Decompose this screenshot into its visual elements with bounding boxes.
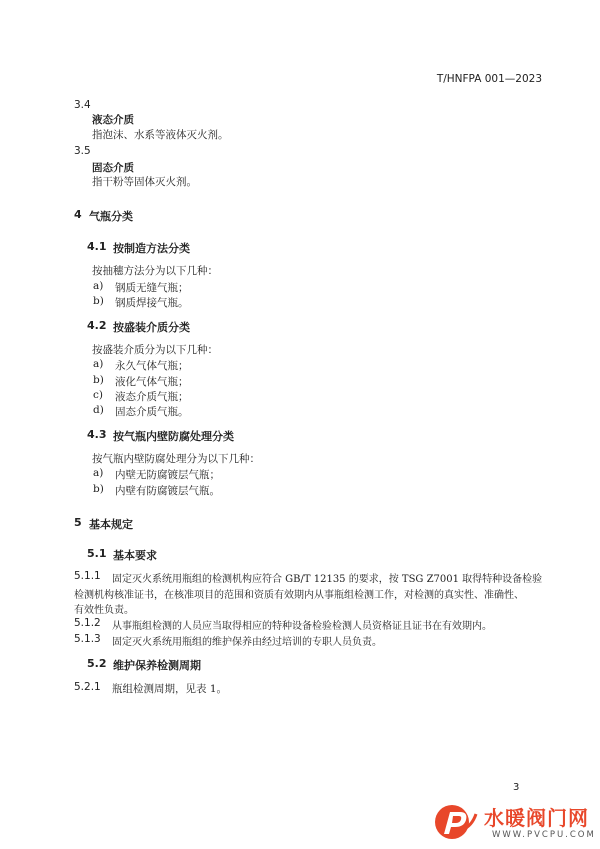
section-number-5: 5 <box>74 516 82 529</box>
paragraph-5-2-1: 瓶组检测周期，见表 1。 <box>112 683 228 695</box>
watermark-logo-icon <box>432 800 480 844</box>
subsection-title-4-1: 按制造方法分类 <box>113 242 190 255</box>
list-marker: b) <box>93 483 104 495</box>
subsection-number-4-1: 4.1 <box>87 240 107 253</box>
clause-number-3-4: 3.4 <box>74 99 91 111</box>
list-item: 内壁无防腐镀层气瓶； <box>115 469 220 481</box>
list-item: 液化气体气瓶； <box>115 376 189 388</box>
intro-4-1: 按抽穗方法分为以下几种： <box>92 265 218 277</box>
clause-number-5-1-2: 5.1.2 <box>74 617 101 629</box>
list-item: 固态介质气瓶。 <box>115 406 189 418</box>
paragraph-5-1-2: 从事瓶组检测的人员应当取得相应的特种设备检验检测人员资格证且证书在有效期内。 <box>112 621 492 632</box>
list-item: 内壁有防腐镀层气瓶。 <box>115 485 220 497</box>
subsection-title-5-1: 基本要求 <box>113 549 157 562</box>
paragraph-5-1-3: 固定灭火系统用瓶组的维护保养由经过培训的专职人员负责。 <box>112 637 382 648</box>
page-number: 3 <box>513 782 520 793</box>
section-title-5: 基本规定 <box>89 518 133 531</box>
list-marker: b) <box>93 295 104 307</box>
subsection-title-4-2: 按盛装介质分类 <box>113 321 190 334</box>
list-marker: c) <box>93 389 103 401</box>
list-item: 钢质焊接气瓶。 <box>115 297 189 309</box>
paragraph-5-1-1-line-3: 有效性负责。 <box>74 605 134 616</box>
clause-number-5-2-1: 5.2.1 <box>74 681 101 693</box>
section-title-4: 气瓶分类 <box>89 210 133 223</box>
definition-solid-medium: 指干粉等固体灭火剂。 <box>92 176 197 188</box>
subsection-number-5-2: 5.2 <box>87 657 107 670</box>
list-marker: a) <box>93 358 104 370</box>
definition-liquid-medium: 指泡沫、水系等液体灭火剂。 <box>92 129 229 141</box>
term-liquid-medium: 液态介质 <box>92 114 134 126</box>
clause-number-5-1-3: 5.1.3 <box>74 633 101 645</box>
intro-4-3: 按气瓶内壁防腐处理分为以下几种： <box>92 453 260 465</box>
subsection-title-5-2: 维护保养检测周期 <box>113 659 201 672</box>
subsection-number-5-1: 5.1 <box>87 547 107 560</box>
list-marker: b) <box>93 374 104 386</box>
watermark-url: WWW.PVCPU.COM <box>492 830 596 840</box>
paragraph-5-1-1-line-1: 固定灭火系统用瓶组的检测机构应符合 GB/T 12135 的要求，按 TSG Z7001 取得特种设备检验 <box>112 574 543 585</box>
list-marker: a) <box>93 280 104 292</box>
intro-4-2: 按盛装介质分为以下几种： <box>92 344 218 356</box>
paragraph-5-1-1-line-2: 检测机构核准证书，在核准项目的范围和资质有效期内从事瓶组检测工作，对检测的真实性、准确性、 <box>74 590 524 601</box>
subsection-title-4-3: 按气瓶内壁防腐处理分类 <box>113 430 234 443</box>
subsection-number-4-2: 4.2 <box>87 319 107 332</box>
clause-number-5-1-1: 5.1.1 <box>74 570 101 582</box>
subsection-number-4-3: 4.3 <box>87 428 107 441</box>
list-item: 永久气体气瓶； <box>115 360 189 372</box>
section-number-4: 4 <box>74 208 82 221</box>
list-item: 钢质无缝气瓶； <box>115 282 189 294</box>
watermark-brand: 水暖阀门网 <box>484 806 589 830</box>
clause-number-3-5: 3.5 <box>74 145 91 157</box>
document-code: T/HNFPA 001—2023 <box>436 73 542 85</box>
watermark <box>432 800 596 846</box>
list-marker: d) <box>93 404 104 416</box>
list-marker: a) <box>93 467 104 479</box>
list-item: 液态介质气瓶； <box>115 391 189 403</box>
term-solid-medium: 固态介质 <box>92 162 134 174</box>
